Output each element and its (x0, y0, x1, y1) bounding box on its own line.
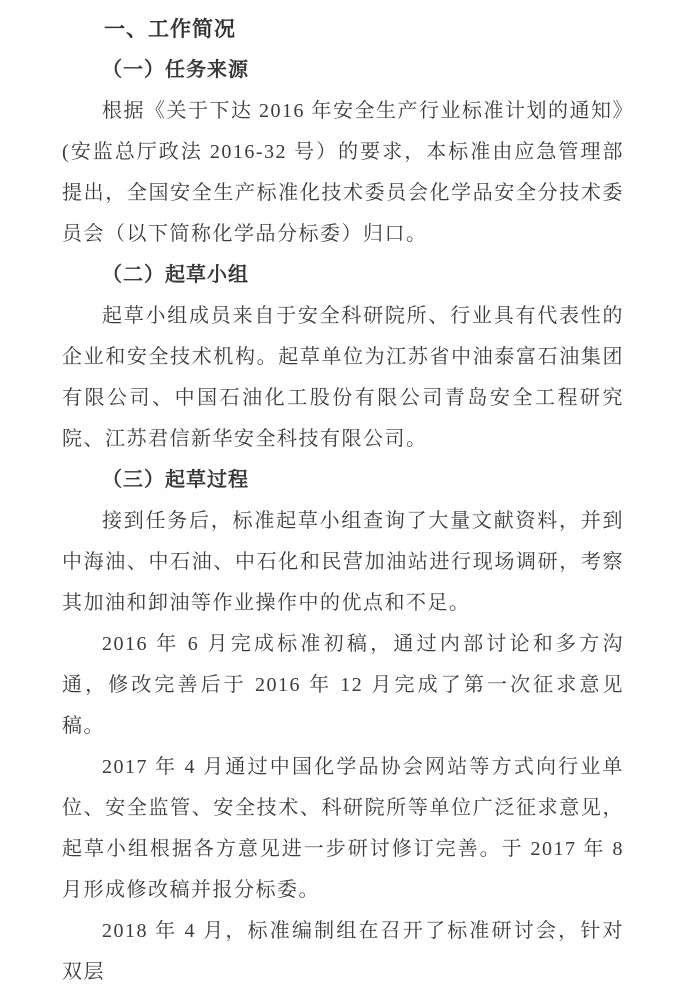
body-paragraph: 起草小组成员来自于安全科研院所、行业具有代表性的企业和安全技术机构。起草单位为江苏省中油泰富石油集团有限公司、中国石油化工股份有限公司青岛安全工程研究院、江苏君信新华安全科技有限公司。 (62, 305, 624, 450)
subsection-heading-task-source: （一）任务来源 (102, 59, 249, 81)
body-paragraph: 2017 年 4 月通过中国化学品协会网站等方式向行业单位、安全监管、安全技术、科研院所等单位广泛征求意见，起草小组根据各方意见进一步研讨修订完善。于 2017 年 8 月形成修改稿并报分标委。 (62, 756, 624, 901)
subsection-heading-drafting-group: （二）起草小组 (102, 264, 249, 286)
body-paragraph: 2018 年 4 月，标准编制组在召开了标准研讨会，针对双层 (62, 920, 624, 983)
body-paragraph: 根据《关于下达 2016 年安全生产行业标准计划的通知》(安监总厅政法 2016-32 号）的要求，本标准由应急管理部提出，全国安全生产标准化技术委员会化学品安全分技术委员会（以下简称化学品分标委）归口。 (62, 100, 624, 245)
section-heading: 一、工作简况 (104, 18, 236, 41)
subsection-heading-drafting-process: （三）起草过程 (102, 469, 249, 491)
body-paragraph: 接到任务后，标准起草小组查询了大量文献资料，并到中海油、中石油、中石化和民营加油站进行现场调研，考察其加油和卸油等作业操作中的优点和不足。 (62, 510, 624, 614)
body-paragraph: 2016 年 6 月完成标准初稿，通过内部讨论和多方沟通，修改完善后于 2016 年 12 月完成了第一次征求意见稿。 (62, 633, 624, 737)
